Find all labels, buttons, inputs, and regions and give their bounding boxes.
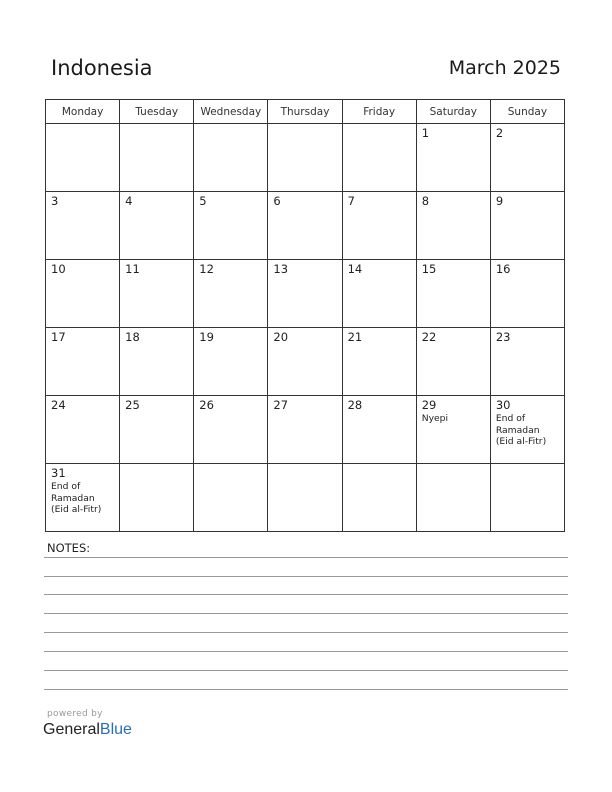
day-number: 12 [199, 262, 214, 276]
calendar-day-cell [342, 192, 416, 260]
notes-line [44, 613, 568, 614]
notes-line [44, 557, 568, 558]
day-number: 8 [421, 194, 430, 208]
calendar-day-cell [416, 396, 490, 464]
day-number: 29 [421, 398, 437, 412]
calendar-day-cell [120, 124, 194, 192]
weekday-header: Sunday [490, 100, 564, 124]
calendar-day-cell [120, 192, 194, 260]
day-number: 25 [125, 398, 140, 412]
calendar-day-cell [342, 260, 416, 328]
calendar-day-cell [120, 328, 194, 396]
calendar-day-cell [120, 260, 194, 328]
calendar-day-cell [194, 260, 268, 328]
day-number: 21 [347, 330, 363, 344]
calendar-day-cell [268, 396, 342, 464]
brand-general-text: General [43, 721, 100, 738]
day-number: 7 [347, 194, 355, 208]
calendar-day-cell [416, 464, 490, 532]
calendar-week-row [46, 464, 565, 532]
day-number: 20 [273, 330, 289, 344]
day-number: 17 [51, 330, 66, 344]
day-number: 19 [199, 330, 214, 344]
day-number: 28 [347, 398, 363, 412]
calendar-day-cell [194, 464, 268, 532]
holiday-label [51, 481, 114, 516]
calendar-day-cell [268, 260, 342, 328]
calendar-day-cell [490, 124, 564, 192]
notes-line [44, 576, 568, 577]
weekday-header-row [46, 100, 565, 124]
calendar-day-cell [120, 464, 194, 532]
day-number: 1 [421, 126, 430, 140]
calendar-day-cell [490, 464, 564, 532]
notes-line [44, 594, 568, 595]
calendar-day-cell [268, 192, 342, 260]
holiday-label-line: (Eid al-Fitr) [495, 436, 547, 447]
calendar-day-cell [342, 396, 416, 464]
day-number: 5 [199, 194, 207, 208]
calendar-day-cell [46, 464, 120, 532]
calendar-day-cell [416, 192, 490, 260]
calendar-day-cell [342, 328, 416, 396]
month-calendar-grid [45, 99, 565, 532]
calendar-week-row [46, 192, 565, 260]
day-number: 23 [495, 330, 511, 344]
calendar-day-cell [194, 396, 268, 464]
calendar-country-title: Indonesia [51, 56, 153, 80]
calendar-day-cell [46, 192, 120, 260]
day-number: 27 [273, 398, 289, 412]
notes-line [44, 632, 568, 633]
holiday-label-line: End of [51, 481, 81, 492]
weekday-header: Wednesday [194, 100, 268, 124]
powered-by-text: powered by [47, 709, 103, 719]
calendar-day-cell [268, 464, 342, 532]
calendar-day-cell [46, 328, 120, 396]
day-number: 31 [51, 466, 66, 480]
calendar-day-cell [46, 396, 120, 464]
day-number: 3 [51, 194, 59, 208]
calendar-day-cell [268, 124, 342, 192]
day-number: 16 [495, 262, 511, 276]
weekday-header: Thursday [268, 100, 342, 124]
day-number: 24 [51, 398, 66, 412]
calendar-day-cell [490, 396, 564, 464]
calendar-day-cell [46, 260, 120, 328]
calendar-weeks [46, 124, 565, 532]
day-number: 30 [495, 398, 511, 412]
day-number: 10 [51, 262, 66, 276]
calendar-week-row [46, 124, 565, 192]
calendar-day-cell [416, 124, 490, 192]
calendar-day-cell [194, 328, 268, 396]
day-number: 11 [125, 262, 140, 276]
calendar-month-title: March 2025 [448, 57, 561, 79]
day-number: 4 [125, 194, 133, 208]
calendar-week-row [46, 396, 565, 464]
holiday-label [422, 413, 485, 425]
calendar-day-cell [46, 124, 120, 192]
holiday-label [496, 413, 559, 448]
calendar-day-cell [194, 192, 268, 260]
day-number: 26 [199, 398, 214, 412]
brand-blue-text: Blue [99, 721, 132, 738]
calendar-day-cell [416, 328, 490, 396]
holiday-label-line: Ramadan [51, 492, 95, 504]
notes-line [44, 670, 568, 671]
day-number: 18 [125, 330, 140, 344]
weekday-header: Monday [46, 100, 120, 124]
calendar-day-cell [416, 260, 490, 328]
holiday-label-line: Nyepi [421, 413, 449, 424]
holiday-label-line: End of [495, 413, 526, 424]
day-number: 22 [421, 330, 437, 344]
holiday-label-line: Ramadan [495, 424, 540, 436]
calendar-day-cell [194, 124, 268, 192]
day-number: 14 [347, 262, 363, 276]
generalblue-logo [43, 721, 132, 739]
day-number: 6 [273, 194, 281, 208]
holiday-label-line: (Eid al-Fitr) [51, 504, 102, 515]
calendar-day-cell [268, 328, 342, 396]
calendar-day-cell [490, 328, 564, 396]
calendar-day-cell [342, 124, 416, 192]
calendar-day-cell [490, 192, 564, 260]
weekday-header: Saturday [416, 100, 490, 124]
day-number: 9 [495, 194, 504, 208]
notes-line [44, 651, 568, 652]
weekday-header: Tuesday [120, 100, 194, 124]
weekday-header: Friday [342, 100, 416, 124]
calendar-day-cell [342, 464, 416, 532]
notes-label: NOTES: [47, 541, 91, 555]
calendar-day-cell [120, 396, 194, 464]
notes-line [44, 689, 568, 690]
calendar-week-row [46, 260, 565, 328]
calendar-week-row [46, 328, 565, 396]
day-number: 2 [495, 126, 504, 140]
day-number: 13 [273, 262, 289, 276]
day-number: 15 [421, 262, 437, 276]
calendar-day-cell [490, 260, 564, 328]
